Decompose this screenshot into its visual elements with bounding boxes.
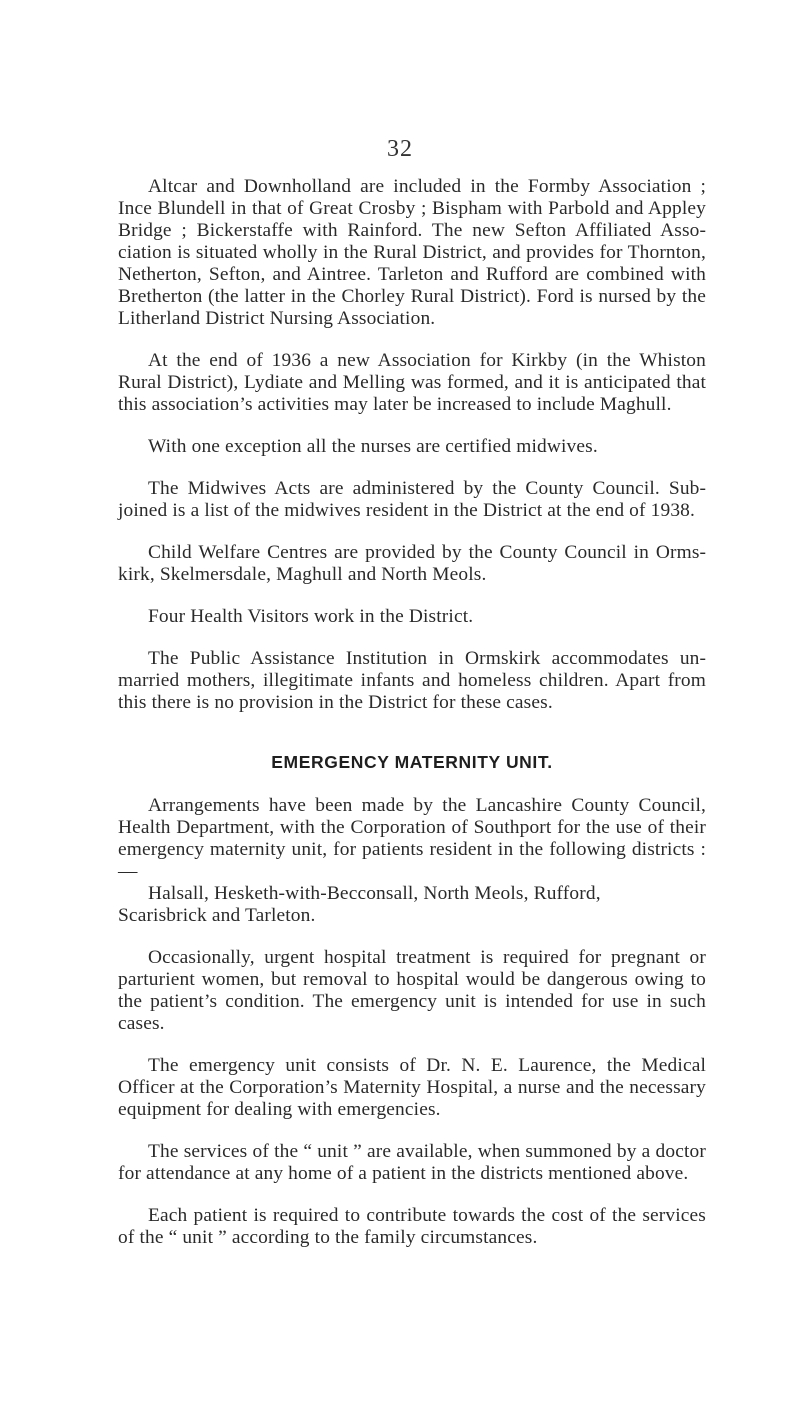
paragraph-certified-midwives: With one exception all the nurses are certified midwives. [148,436,598,457]
paragraph-unit-services: The services of the “ unit ” are available, when summoned by a doctor for attendance at any home of a patient in the districts mentioned above. [118,1141,706,1184]
paragraph-arrangements: Arrangements have been made by the Lancashire County Council, Health Department, with the Corporation of Southport for the use of their emergency maternity unit, for patients resident in the following districts :— [118,795,706,882]
paragraph-midwives-acts: The Midwives Acts are administered by the County Council. Subjoined is a list of the midwives resident in the District at the end of 1938. [118,478,706,521]
page-body [118,176,706,1269]
paragraph-unit-composition: The emergency unit consists of Dr. N. E. Laurence, the Medical Officer at the Corporation’s Maternity Hospital, a nurse and the necessary equipment for dealing with emergencies. [118,1055,706,1120]
paragraph-public-assistance: The Public Assistance Institution in Ormskirk accommodates unmarried mothers, illegitimate infants and homeless children. Apart from this there is no provision in the District for these cases. [118,648,706,713]
paragraph-urgent-treatment: Occasionally, urgent hospital treatment is required for pregnant or parturient women, but removal to hospital would be dangerous owing to the patient’s condition. The emergency unit is intended for use in such cases. [118,947,706,1034]
districts-line: Scarisbrick and Tarleton. [118,905,316,926]
section-heading-emergency-unit: EMERGENCY MATERNITY UNIT. [271,752,553,772]
paragraph-nursing-associations: Altcar and Downholland are included in the Formby Association ; Ince Blundell in that of Great Crosby ; Bispham with Parbold and Appley Bridge ; Bickerstaffe with Rainford. The new Sefton Affiliated Association is situated wholly in the Rural District, and provides for Thornton, Netherton, Sefton, and Aintree. Tarleton and Rufford are combined with Bretherton (the latter in the Chorley Rural District). Ford is nursed by the Litherland District Nursing Association. [118,176,706,329]
paragraph-child-welfare-centres: Child Welfare Centres are provided by the County Council in Ormskirk, Skelmersdale, Maghull and North Meols. [118,542,706,585]
paragraph-patient-contribution: Each patient is required to contribute towards the cost of the services of the “ unit ” according to the family circumstances. [118,1205,706,1248]
districts-list [118,883,706,927]
districts-line: Halsall, Hesketh-with-Becconsall, North Meols, Rufford, [148,883,601,904]
page-number: 32 [387,136,413,162]
paragraph-kirkby-association: At the end of 1936 a new Association for Kirkby (in the Whiston Rural District), Lydiate and Melling was formed, and it is anticipated that this association’s activities may later be increased to include Maghull. [118,350,706,415]
paragraph-health-visitors: Four Health Visitors work in the District. [148,606,474,627]
